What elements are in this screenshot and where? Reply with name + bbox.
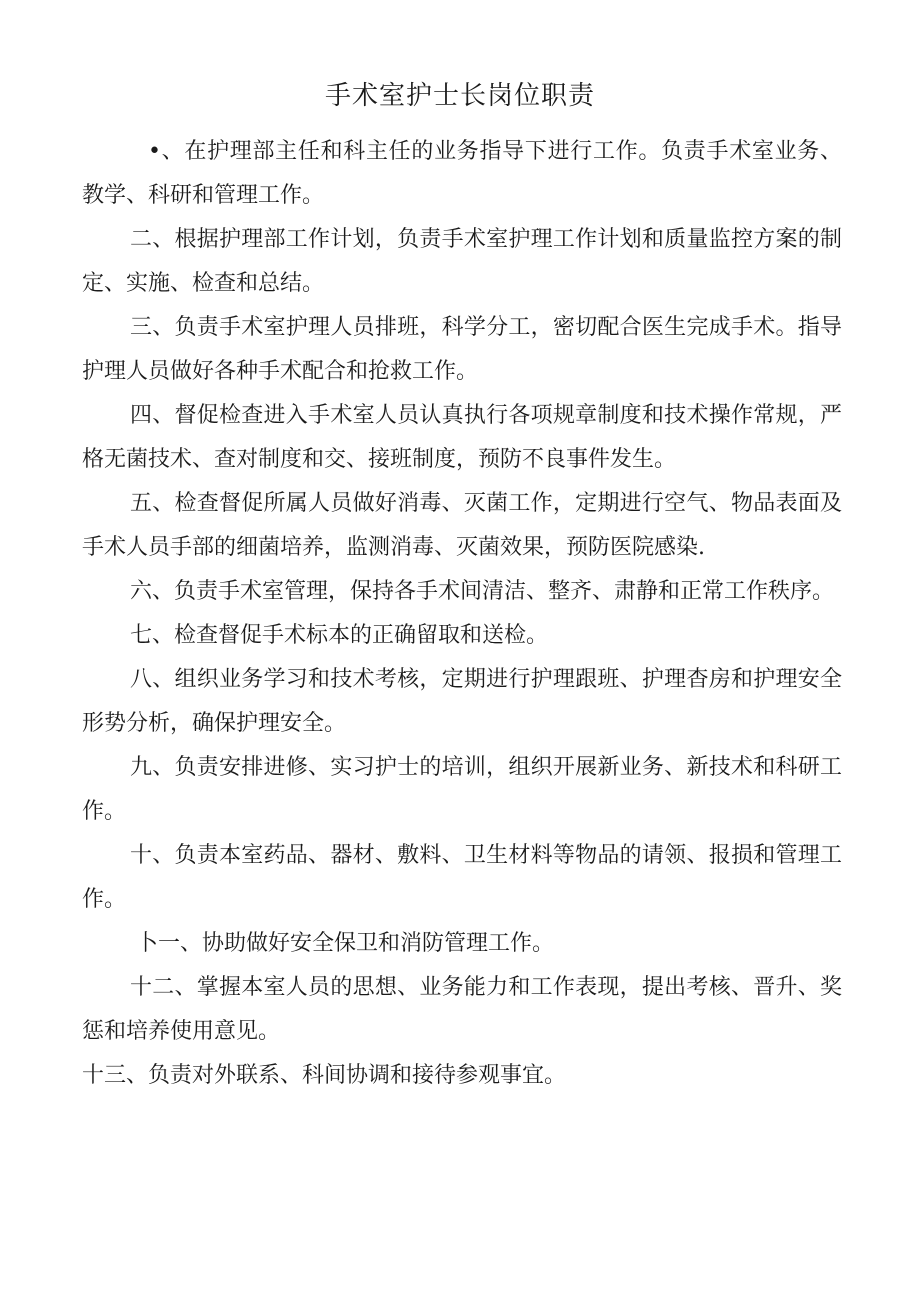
duty-paragraph-7: 七、检查督促手术标本的正确留取和送检。: [130, 623, 549, 648]
document-title: 手术室护士长岗位职责: [324, 81, 595, 111]
duty-paragraph-12: 十二、掌握本室人员的思想、业务能力和工作表现，提出考核、晋升、奖惩和培养使用意见。: [82, 975, 842, 1044]
duty-paragraph-4: 四、督促检查进入手术室人员认真执行各项规章制度和技术操作常规，严格无菌技术、查对制度和交、接班制度，预防不良事件发生。: [82, 403, 842, 472]
duty-paragraph-9: 九、负责安排进修、实习护士的培训，组织开展新业务、新技术和科研工作。: [82, 755, 842, 824]
duty-paragraph-13: 十三、负责对外联系、科间协调和接待参观事宜。: [82, 1063, 567, 1088]
duty-paragraph-1: •、在护理部主任和科主任的业务指导下进行工作。负责手术室业务、教学、科研和管理工作。: [82, 139, 842, 208]
document-body: [82, 130, 842, 1098]
duty-paragraph-8: 八、组织业务学习和技术考核，定期进行护理跟班、护理杳房和护理安全形势分析，确保护理安全。: [82, 667, 842, 736]
duty-paragraph-6: 六、负责手术室管理，保持各手术间清洁、整齐、肃静和正常工作秩序。: [130, 579, 835, 604]
duty-paragraph-5: 五、检查督促所属人员做好消毒、灭菌工作，定期进行空气、物品表面及手术人员手部的细菌培养，监测消毒、灭菌效果，预防医院感染.: [82, 491, 842, 560]
duty-paragraph-10: 十、负责本室药品、器材、敷料、卫生材料等物品的请领、报损和管理工作。: [82, 843, 842, 912]
duty-paragraph-3: 三、负责手术室护理人员排班，科学分工，密切配合医生完成手术。指导护理人员做好各种手术配合和抢救工作。: [82, 315, 842, 384]
duty-paragraph-11: 卜一、协助做好安全保卫和消防管理工作。: [136, 931, 555, 956]
duty-paragraph-2: 二、根据护理部工作计划，负责手术室护理工作计划和质量监控方案的制定、实施、检查和总结。: [82, 227, 842, 296]
